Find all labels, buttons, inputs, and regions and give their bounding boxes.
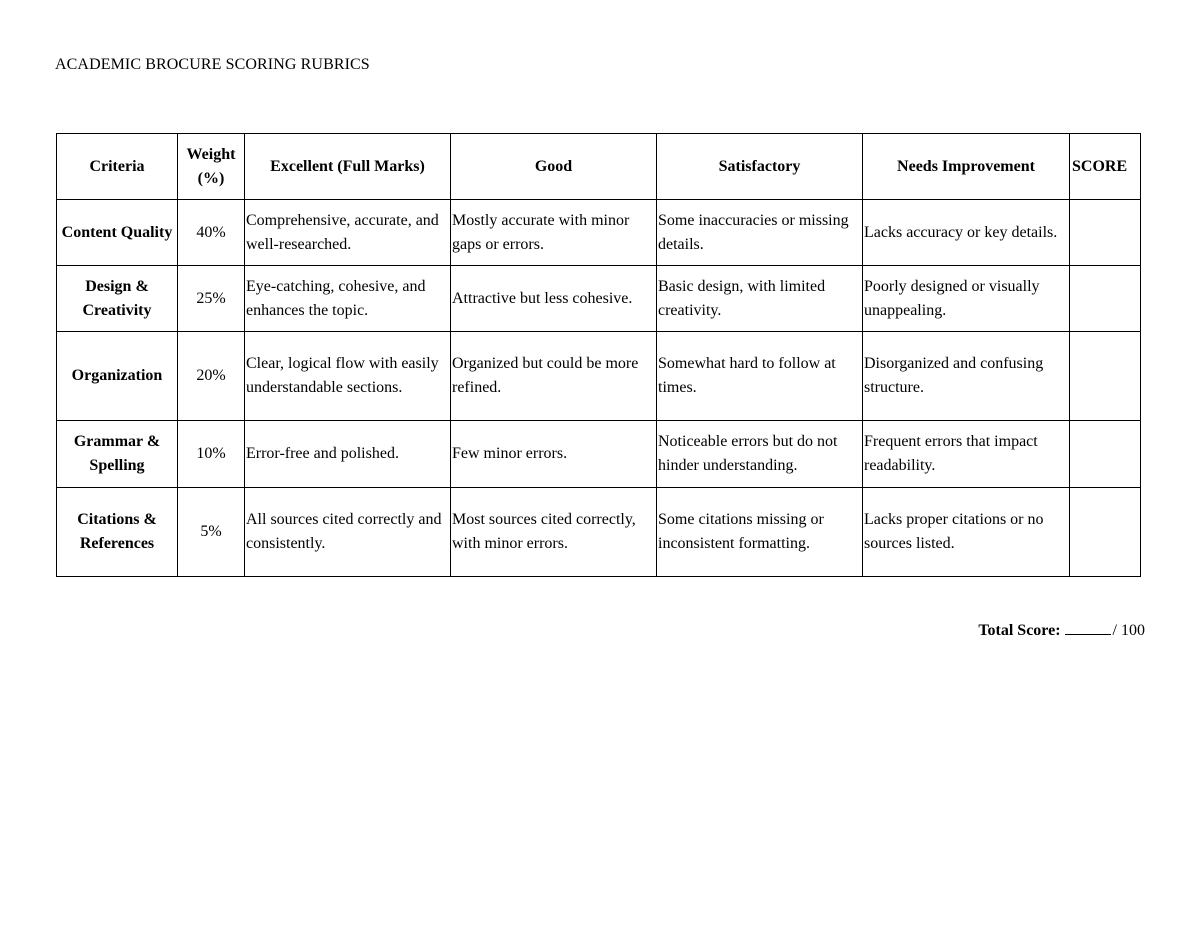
score-cell[interactable] [1070, 421, 1141, 488]
needs-improvement-cell: Lacks proper citations or no sources listed. [863, 488, 1070, 577]
document-title: ACADEMIC BROCURE SCORING RUBRICS [55, 56, 370, 73]
header-needs-improvement: Needs Improvement [863, 134, 1070, 200]
total-score [978, 618, 1145, 640]
satisfactory-cell: Noticeable errors but do not hinder understanding. [657, 421, 863, 488]
excellent-cell: Clear, logical flow with easily understandable sections. [245, 332, 451, 421]
needs-improvement-cell: Frequent errors that impact readability. [863, 421, 1070, 488]
good-cell: Few minor errors. [451, 421, 657, 488]
table-header-row [57, 134, 1141, 200]
satisfactory-cell: Some inaccuracies or missing details. [657, 200, 863, 266]
satisfactory-cell: Some citations missing or inconsistent formatting. [657, 488, 863, 577]
rubric-table [56, 133, 1141, 577]
criteria-cell: Grammar & Spelling [57, 421, 178, 488]
criteria-cell: Citations & References [57, 488, 178, 577]
satisfactory-cell: Basic design, with limited creativity. [657, 266, 863, 332]
good-cell: Most sources cited correctly, with minor errors. [451, 488, 657, 577]
criteria-cell: Content Quality [57, 200, 178, 266]
score-cell[interactable] [1070, 266, 1141, 332]
table-row [57, 200, 1141, 266]
needs-improvement-cell: Poorly designed or visually unappealing. [863, 266, 1070, 332]
good-cell: Attractive but less cohesive. [451, 266, 657, 332]
criteria-cell: Design & Creativity [57, 266, 178, 332]
header-score: SCORE [1070, 134, 1141, 200]
weight-cell: 20% [178, 332, 245, 421]
score-cell[interactable] [1070, 488, 1141, 577]
excellent-cell: All sources cited correctly and consistently. [245, 488, 451, 577]
excellent-cell: Eye-catching, cohesive, and enhances the topic. [245, 266, 451, 332]
header-satisfactory: Satisfactory [657, 134, 863, 200]
header-criteria: Criteria [57, 134, 178, 200]
total-score-label: Total Score: [978, 622, 1061, 639]
good-cell: Mostly accurate with minor gaps or errors. [451, 200, 657, 266]
table-row [57, 332, 1141, 421]
score-cell[interactable] [1070, 332, 1141, 421]
table-row [57, 421, 1141, 488]
header-excellent: Excellent (Full Marks) [245, 134, 451, 200]
weight-cell: 25% [178, 266, 245, 332]
header-weight: Weight (%) [178, 134, 245, 200]
needs-improvement-cell: Disorganized and confusing structure. [863, 332, 1070, 421]
criteria-cell: Organization [57, 332, 178, 421]
weight-cell: 10% [178, 421, 245, 488]
table-row [57, 488, 1141, 577]
weight-cell: 40% [178, 200, 245, 266]
good-cell: Organized but could be more refined. [451, 332, 657, 421]
total-score-blank[interactable] [1065, 618, 1111, 635]
weight-cell: 5% [178, 488, 245, 577]
total-score-out-of: / 100 [1112, 622, 1145, 639]
score-cell[interactable] [1070, 200, 1141, 266]
excellent-cell: Error-free and polished. [245, 421, 451, 488]
table-row [57, 266, 1141, 332]
satisfactory-cell: Somewhat hard to follow at times. [657, 332, 863, 421]
header-good: Good [451, 134, 657, 200]
excellent-cell: Comprehensive, accurate, and well-researched. [245, 200, 451, 266]
needs-improvement-cell: Lacks accuracy or key details. [863, 200, 1070, 266]
